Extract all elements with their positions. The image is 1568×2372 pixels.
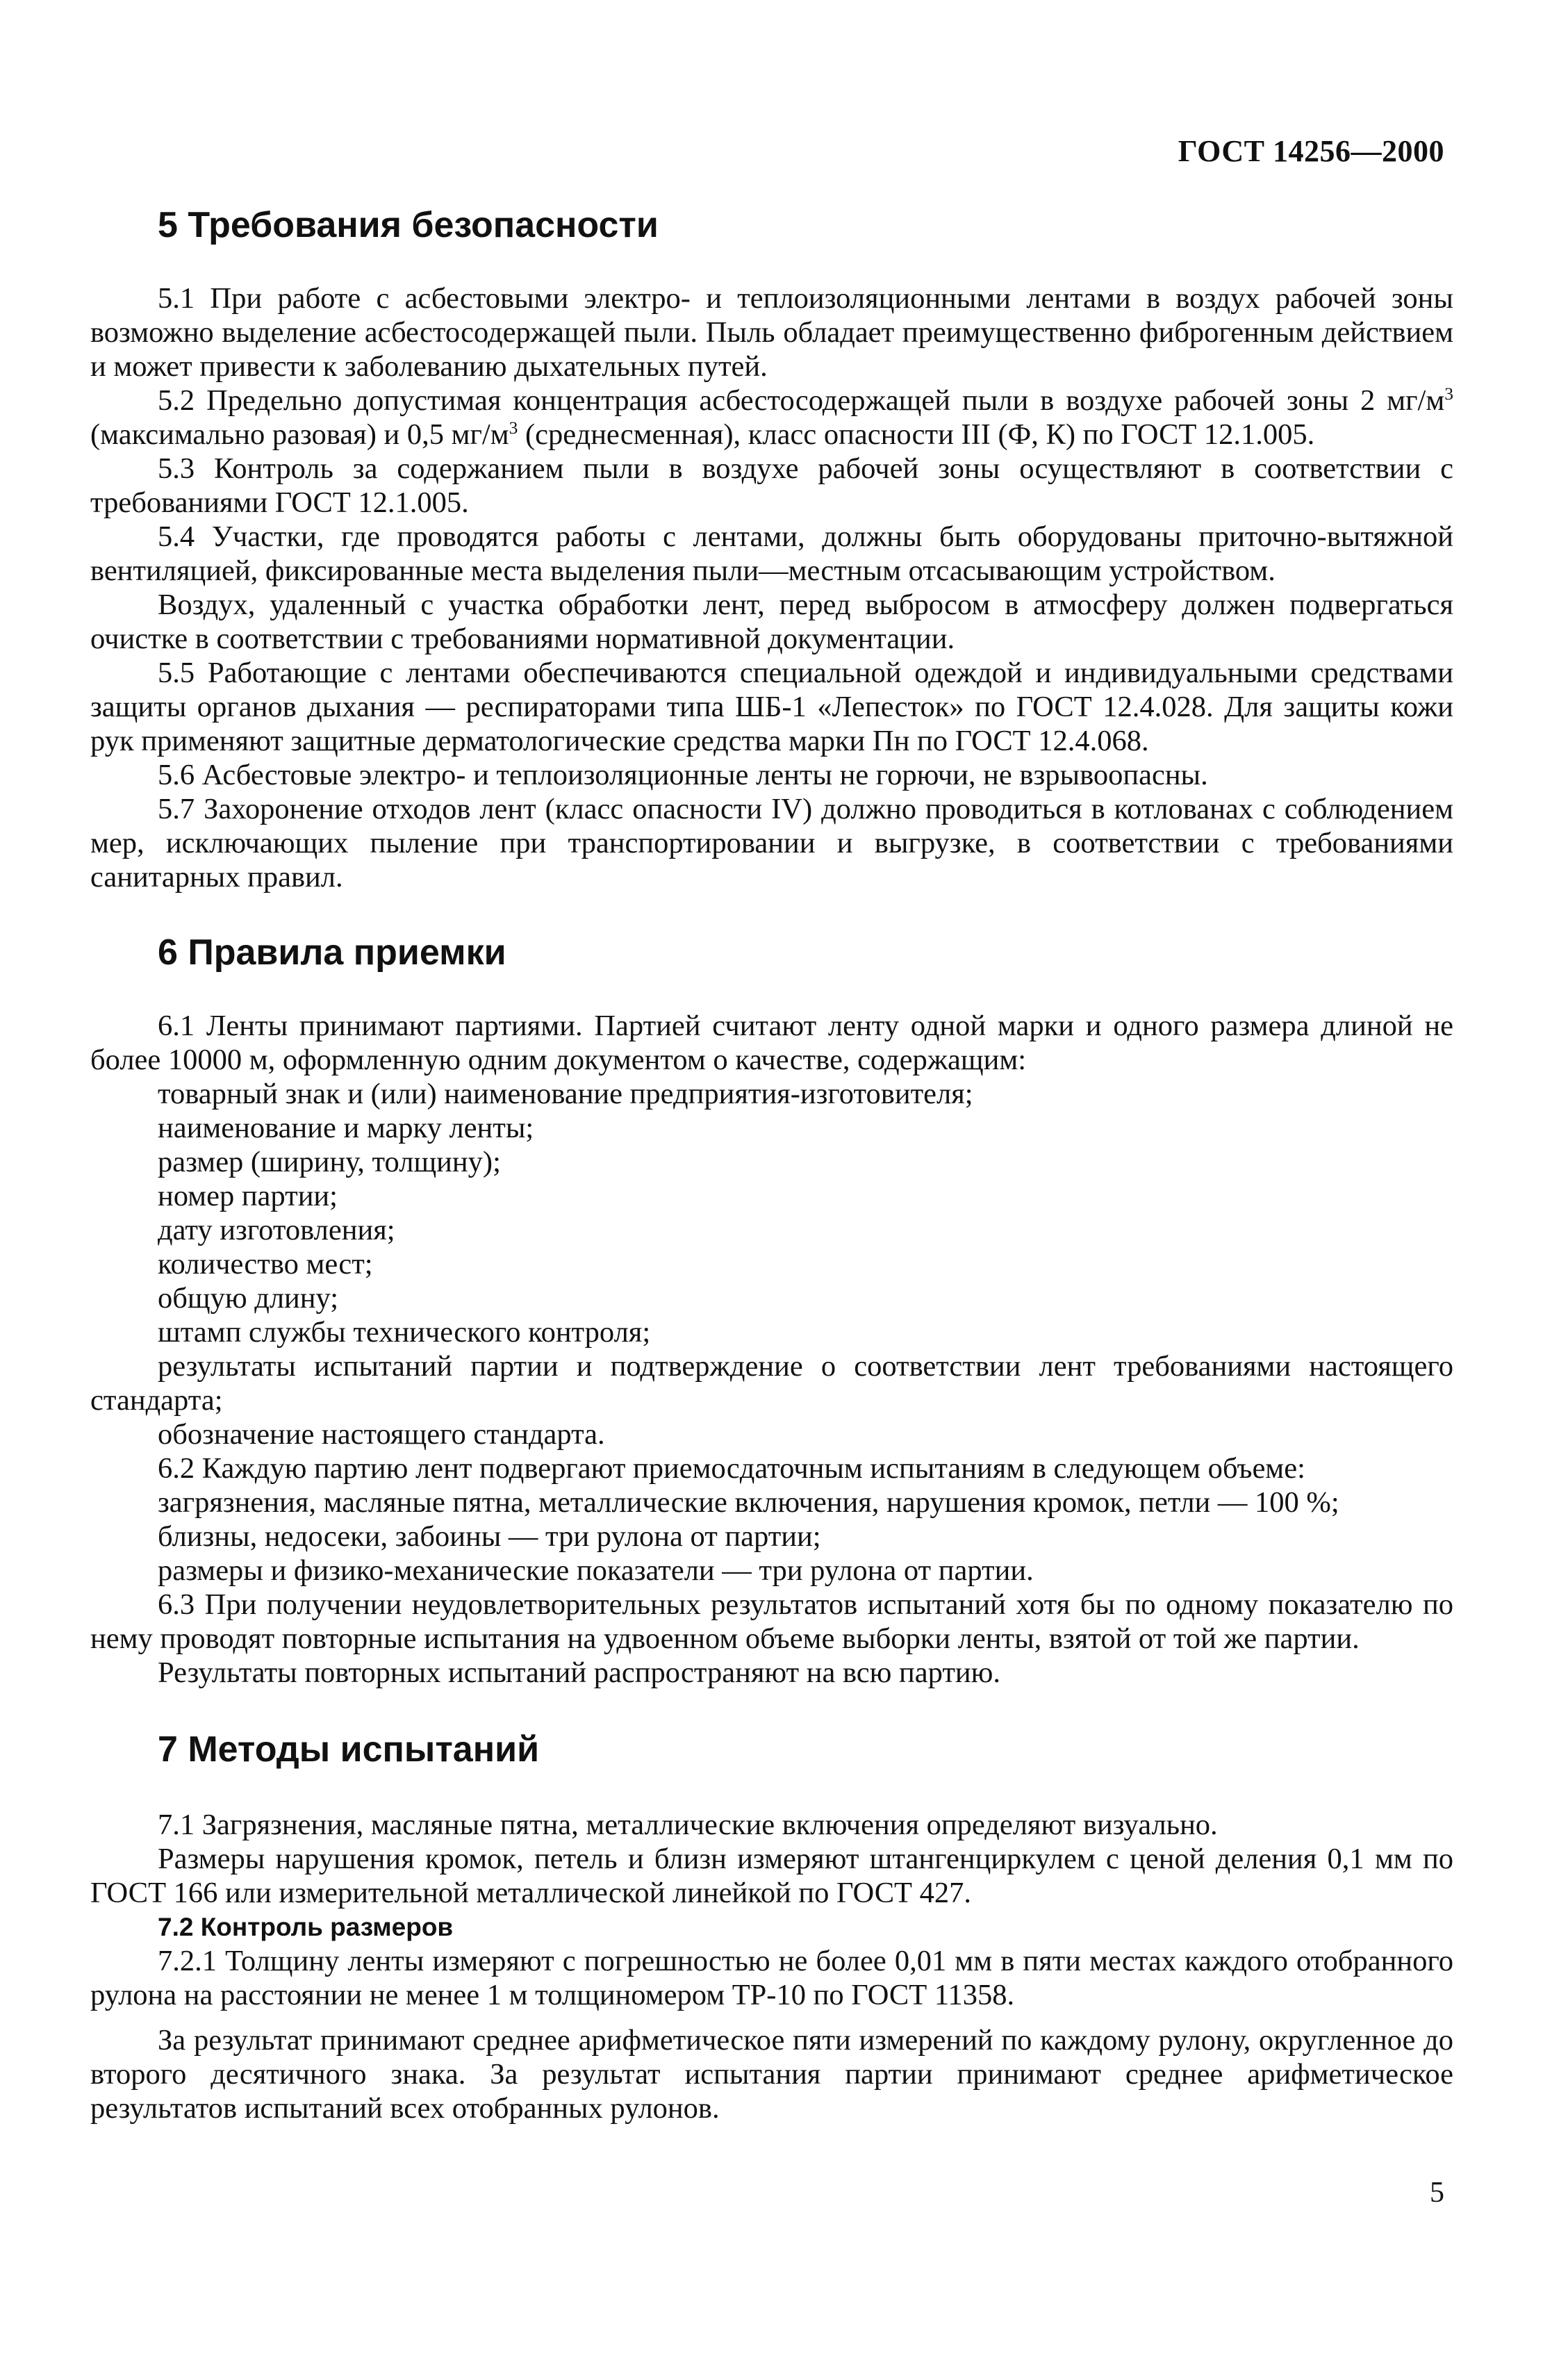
list-item: товарный знак и (или) наименование предприятия-изготовителя; — [158, 1078, 973, 1110]
section-5-heading: 5 Требования безопасности — [158, 205, 659, 245]
list-item: результаты испытаний партии и подтверждение о соответствии лент требованиями настоящего стандарта; — [90, 1350, 1453, 1417]
clause-5-5: 5.5 Работающие с лентами обеспечиваются специальной одеждой и индивидуальными средствами защиты органов дыхания — респираторами типа ШБ-1 «Лепесток» по ГОСТ 12.4.028. Для защиты кожи рук применяют защитные дерматологические средства марки Пн по ГОСТ 12.4.068. — [90, 657, 1453, 757]
clause-5-6: 5.6 Асбестовые электро- и теплоизоляционные ленты не горючи, не взрывоопасны. — [158, 759, 1208, 791]
clause-5-3: 5.3 Контроль за содержанием пыли в воздухе рабочей зоны осуществляют в соответствии с требованиями ГОСТ 12.1.005. — [90, 452, 1453, 519]
clause-6-3: 6.3 При получении неудовлетворительных результатов испытаний хотя бы по одному показателю по нему проводят повторные испытания на удвоенном объеме выборки ленты, взятой от той же партии. — [90, 1588, 1453, 1655]
clause-5-1: 5.1 При работе с асбестовыми электро- и теплоизоляционными лентами в воздух рабочей зоны возможно выделение асбестосодержащей пыли. Пыль обладает преимущественно фиброгенным действием и может привести к заболеванию дыхательных путей. — [90, 282, 1453, 383]
clause-5-4: 5.4 Участки, где проводятся работы с лентами, должны быть оборудованы приточно-вытяжной вентиляцией, фиксированные места выделения пыли—местным отсасывающим устройством. — [90, 520, 1453, 587]
list-item: дату изготовления; — [158, 1214, 395, 1246]
clause-6-1: 6.1 Ленты принимают партиями. Партией считают ленту одной марки и одного размера длиной не более 10000 м, оформленную одним документом о качестве, содержащим: — [90, 1010, 1453, 1076]
list-item: номер партии; — [158, 1180, 338, 1212]
clause-5-2: 5.2 Предельно допустимая концентрация асбестосодержащей пыли в воздухе рабочей зоны 2 $мг/м^3$ (максимально разовая) и 0,5 $мг/м^3$ (среднесменная), класс опасности III (Ф, К) по ГОСТ 12.1.005. — [90, 383, 1453, 451]
clause-5-4-air: Воздух, удаленный с участка обработки лент, перед выбросом в атмосферу должен подвергаться очистке в соответствии с требованиями нормативной документации. — [90, 588, 1453, 655]
page-number: 5 — [1430, 2177, 1444, 2209]
list-item: общую длину; — [158, 1282, 339, 1315]
subsection-7-2-heading: 7.2 Контроль размеров — [158, 1913, 454, 1941]
list-item: наименование и марку ленты; — [158, 1112, 534, 1144]
page-content — [90, 207, 1453, 2125]
clause-7-2-1: 7.2.1 Толщину ленты измеряют с погрешностью не более 0,01 мм в пяти местах каждого отобранного рулона на расстоянии не менее 1 м толщиномером ТР-10 по ГОСТ 11358. — [90, 1945, 1453, 2011]
section-7-heading: 7 Методы испытаний — [158, 1729, 540, 1770]
list-item: обозначение настоящего стандарта. — [158, 1418, 605, 1451]
clause-5-7: 5.7 Захоронение отходов лент (класс опасности IV) должно проводиться в котлованах с соблюдением мер, исключающих пыление при транспортировании и выгрузке, в соответствии с требованиями санитарных правил. — [90, 793, 1453, 893]
list-item: размер (ширину, толщину); — [158, 1146, 501, 1178]
clause-6-3-result: Результаты повторных испытаний распространяют на всю партию. — [158, 1656, 1001, 1689]
list-item: загрязнения, масляные пятна, металлические включения, нарушения кромок, петли — 100 %; — [158, 1486, 1339, 1519]
list-item: количество мест; — [158, 1248, 373, 1280]
clause-7-1-sizes: Размеры нарушения кромок, петель и близн измеряют штангенциркулем с ценой деления 0,1 мм по ГОСТ 166 или измерительной металлической линейкой по ГОСТ 427. — [90, 1843, 1453, 1909]
clause-7-1: 7.1 Загрязнения, масляные пятна, металлические включения определяют визуально. — [158, 1809, 1218, 1841]
standard-number-header: ГОСТ 14256—2000 — [1178, 134, 1444, 168]
section-6-heading: 6 Правила приемки — [158, 932, 506, 973]
list-item: размеры и физико-механические показатели — три рулона от партии. — [158, 1554, 1034, 1587]
clause-7-2-1-result: За результат принимают среднее арифметическое пяти измерений по каждому рулону, округленное до второго десятичного знака. За результат испытания партии принимают среднее арифметическое результатов испытаний всех отобранных рулонов. — [90, 2024, 1453, 2125]
clause-6-2: 6.2 Каждую партию лент подвергают приемосдаточным испытаниям в следующем объеме: — [158, 1452, 1305, 1485]
list-item: близны, недосеки, забоины — три рулона от партии; — [158, 1520, 821, 1553]
list-item: штамп службы технического контроля; — [158, 1316, 651, 1349]
